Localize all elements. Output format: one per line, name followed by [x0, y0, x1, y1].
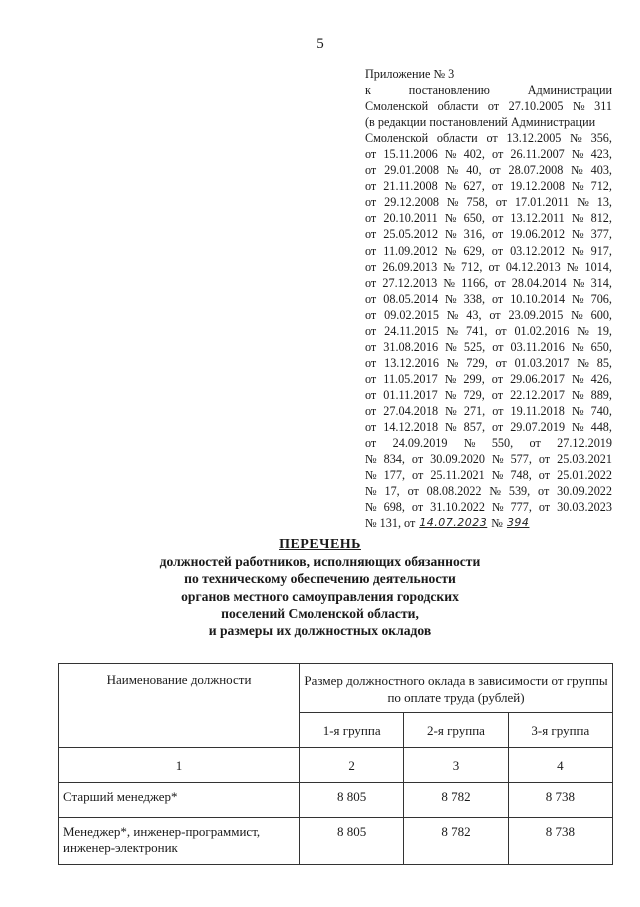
appendix-token: 448,: [590, 420, 612, 435]
appendix-token: 01.03.2017: [514, 355, 570, 370]
appendix-token: №: [445, 227, 457, 242]
appendix-token: от: [538, 468, 551, 483]
appendix-token: №: [446, 163, 459, 178]
appendix-token: 15.11.2006: [383, 147, 438, 162]
appendix-token: №: [570, 131, 582, 146]
appendix-token: 748,: [510, 468, 532, 483]
appendix-token: №: [572, 291, 584, 306]
appendix-token: Приложение № 3: [365, 67, 455, 81]
appendix-token: 377,: [590, 227, 612, 242]
appendix-token: №: [446, 195, 459, 210]
appendix-token: 177,: [383, 468, 405, 483]
appendix-token: от: [365, 436, 377, 451]
col-number-2: 2: [300, 748, 404, 783]
col-number-3: 3: [404, 748, 508, 783]
appendix-token: 40,: [466, 163, 482, 178]
title-line-3: органов местного самоуправления городских: [181, 588, 459, 604]
appendix-token: от: [491, 371, 504, 386]
appendix-token: от: [487, 99, 500, 114]
appendix-token: от: [494, 275, 506, 290]
appendix-token: от: [412, 468, 424, 483]
appendix-token: 550,: [491, 436, 514, 451]
appendix-token: №: [491, 500, 504, 515]
appendix-token: №: [463, 436, 476, 451]
group-3: 3-я группа: [508, 713, 612, 748]
appendix-token: 85,: [596, 355, 612, 370]
appendix-token: 25.11.2021: [430, 468, 485, 483]
appendix-token: от: [365, 420, 377, 435]
appendix-token: 812,: [590, 211, 612, 226]
appendix-token: 04.12.2013: [505, 259, 561, 274]
row-2-group-3: 8 738: [508, 818, 612, 865]
appendix-token: от: [538, 452, 551, 467]
appendix-token: №: [577, 355, 589, 370]
appendix-token: №: [446, 323, 459, 338]
appendix-token: области: [436, 131, 478, 146]
handwritten-number: 394: [506, 516, 530, 530]
appendix-token: 423,: [590, 147, 612, 162]
appendix-token: 27.10.2005: [508, 99, 564, 114]
appendix-token: от: [365, 179, 377, 194]
appendix-line: [365, 339, 612, 355]
appendix-token: 29.01.2008: [384, 163, 439, 178]
col-number-1: 1: [59, 748, 300, 783]
appendix-token: №: [571, 179, 584, 194]
title-line-1: должностей работников, исполняющих обязанности: [159, 554, 481, 570]
appendix-prefix: № 131, от: [365, 516, 416, 531]
appendix-token: 650,: [463, 211, 485, 226]
appendix-token: от: [365, 211, 377, 226]
appendix-token: от: [492, 403, 504, 418]
appendix-token: от: [491, 179, 504, 194]
appendix-token: 03.12.2012: [510, 243, 565, 258]
appendix-token: от: [365, 163, 377, 178]
appendix-token: области: [437, 99, 479, 114]
appendix-token: №: [444, 179, 457, 194]
appendix-token: от: [411, 452, 424, 467]
appendix-token: от: [492, 339, 504, 354]
appendix-token: от: [495, 355, 507, 370]
appendix-line: [365, 226, 612, 242]
appendix-line: [365, 82, 612, 98]
row-1-group-3: 8 738: [508, 783, 612, 818]
appendix-token: Смоленской: [365, 99, 429, 114]
appendix-token: от: [365, 195, 377, 210]
appendix-token: от: [495, 195, 507, 210]
appendix-line: [365, 483, 612, 499]
appendix-token: 23.09.2015: [508, 307, 564, 322]
appendix-token: 1166,: [461, 275, 489, 290]
appendix-token: №: [572, 227, 584, 242]
appendix-token: 758,: [466, 195, 488, 210]
appendix-line: [365, 291, 612, 307]
appendix-token: №: [571, 307, 583, 322]
appendix-token: №: [444, 387, 457, 402]
appendix-token: №: [445, 339, 457, 354]
appendix-line: [365, 259, 612, 275]
appendix-line: [365, 194, 612, 210]
appendix-token: от: [365, 387, 377, 402]
appendix-token: №: [489, 484, 501, 499]
appendix-token: 729,: [466, 355, 488, 370]
row-2-position: Менеджер*, инженер-программист, инженер-электроник: [59, 818, 300, 865]
appendix-token: 13.12.2005: [506, 131, 562, 146]
appendix-token: 600,: [590, 307, 612, 322]
appendix-token: №: [445, 291, 457, 306]
appendix-token: №: [446, 355, 459, 370]
appendix-line: [365, 307, 612, 323]
appendix-token: 28.07.2008: [508, 163, 564, 178]
appendix-token: 19.06.2012: [510, 227, 566, 242]
row-1-group-1: 8 805: [300, 783, 404, 818]
appendix-token: 30.03.2023: [557, 500, 612, 515]
appendix-token: 25.03.2021: [557, 452, 612, 467]
title-line-2: по техническому обеспечению деятельности: [184, 571, 456, 587]
table-header-row: [59, 664, 613, 713]
appendix-token: №: [365, 500, 377, 515]
appendix-token: 777,: [510, 500, 532, 515]
appendix-last-line: [365, 515, 612, 531]
appendix-token: 316,: [463, 227, 485, 242]
appendix-token: №: [577, 195, 589, 210]
appendix-token: 917,: [590, 243, 612, 258]
appendix-line: [365, 114, 612, 130]
appendix-token: от: [491, 227, 504, 242]
appendix-token: от: [495, 323, 507, 338]
appendix-token: 706,: [590, 291, 612, 306]
appendix-token: 311: [594, 99, 612, 114]
appendix-token: 629,: [463, 243, 485, 258]
appendix-token: (в редакции постановлений Администрации: [365, 115, 596, 130]
appendix-token: №: [571, 211, 584, 226]
appendix-line: [365, 275, 612, 291]
appendix-line: [365, 130, 612, 146]
appendix-token: 24.11.2015: [384, 323, 439, 338]
appendix-token: от: [411, 500, 424, 515]
appendix-token: к: [365, 83, 371, 98]
appendix-token: 27.12.2013: [382, 275, 438, 290]
appendix-token: №: [443, 259, 455, 274]
appendix-token: 27.12.2019: [557, 436, 612, 451]
appendix-token: от: [491, 243, 504, 258]
appendix-token: №: [572, 275, 585, 290]
appendix-token: 28.04.2014: [511, 275, 567, 290]
appendix-token: №: [571, 339, 584, 354]
appendix-token: от: [365, 275, 377, 290]
appendix-token: 13.12.2016: [384, 355, 439, 370]
appendix-token: 08.05.2014: [383, 291, 439, 306]
appendix-token: от: [488, 259, 500, 274]
appendix-token: №: [571, 403, 584, 418]
appendix-token: №: [566, 259, 579, 274]
appendix-token: №: [444, 211, 457, 226]
handwritten-date: 14.07.2023: [419, 516, 488, 530]
appendix-token: Администрации: [527, 83, 612, 98]
appendix-token: №: [446, 307, 459, 322]
appendix-token: 834,: [383, 452, 405, 467]
appendix-token: 27.04.2018: [383, 403, 439, 418]
appendix-token: 712,: [590, 179, 612, 194]
appendix-token: 403,: [590, 163, 612, 178]
appendix-token: 26.09.2013: [382, 259, 438, 274]
appendix-token: №: [571, 371, 584, 386]
appendix-token: 13.12.2011: [510, 211, 565, 226]
appendix-token: от: [538, 484, 550, 499]
appendix-token: 31.10.2022: [430, 500, 485, 515]
appendix-token: от: [491, 420, 504, 435]
appendix-token: №: [491, 468, 504, 483]
appendix-token: №: [443, 275, 456, 290]
appendix-line: [365, 419, 612, 435]
appendix-line: [365, 387, 612, 403]
title-line-5: и размеры их должностных окладов: [208, 623, 432, 639]
table-row: [59, 818, 613, 865]
appendix-token: 25.01.2022: [557, 468, 612, 483]
appendix-token: 24.09.2019: [392, 436, 448, 451]
appendix-token: от: [538, 500, 551, 515]
appendix-line: [365, 98, 612, 114]
appendix-token: №: [572, 99, 585, 114]
appendix-token: от: [492, 147, 504, 162]
appendix-token: от: [365, 403, 377, 418]
appendix-token: 271,: [463, 403, 486, 418]
appendix-token: 314,: [590, 275, 612, 290]
appendix-token: от: [365, 371, 377, 386]
appendix-token: 01.02.2016: [514, 323, 570, 338]
document-title: [0, 536, 640, 639]
appendix-line: [365, 178, 612, 194]
group-1: 1-я группа: [300, 713, 404, 748]
appendix-line: [365, 403, 612, 419]
appendix-token: 525,: [463, 339, 486, 354]
title-heading: ПЕРЕЧЕНЬ: [279, 537, 361, 552]
appendix-num-sign: №: [491, 516, 503, 531]
appendix-token: 29.07.2019: [510, 420, 566, 435]
appendix-line: [365, 66, 612, 82]
appendix-line: [365, 323, 612, 339]
appendix-token: 22.12.2017: [510, 387, 565, 402]
appendix-token: 740,: [590, 403, 612, 418]
appendix-line: [365, 243, 612, 259]
appendix-token: 19.11.2018: [510, 403, 565, 418]
appendix-token: 26.11.2007: [510, 147, 565, 162]
row-1-position: Старший менеджер*: [59, 783, 300, 818]
appendix-token: постановлению: [408, 83, 490, 98]
appendix-token: 356,: [590, 131, 612, 146]
appendix-token: №: [572, 420, 584, 435]
appendix-token: 13,: [596, 195, 612, 210]
appendix-token: №: [445, 420, 457, 435]
appendix-token: №: [365, 452, 377, 467]
appendix-token: 30.09.2022: [557, 484, 612, 499]
appendix-token: 11.09.2012: [383, 243, 438, 258]
appendix-token: 577,: [510, 452, 532, 467]
header-position: [59, 664, 300, 748]
salary-table: [58, 663, 613, 865]
appendix-token: 539,: [508, 484, 531, 499]
appendix-token: от: [365, 243, 377, 258]
appendix-line: [365, 146, 612, 162]
appendix-line: [365, 355, 612, 371]
table-row-numbers: [59, 748, 613, 783]
appendix-token: №: [571, 387, 584, 402]
appendix-token: №: [365, 484, 377, 499]
group-2: 2-я группа: [404, 713, 508, 748]
appendix-token: 01.11.2017: [383, 387, 438, 402]
appendix-token: от: [365, 323, 377, 338]
appendix-token: 29.06.2017: [510, 371, 565, 386]
row-2-group-2: 8 782: [404, 818, 508, 865]
appendix-line: [365, 162, 612, 178]
appendix-token: 402,: [463, 147, 485, 162]
appendix-token: №: [491, 452, 504, 467]
appendix-token: от: [491, 387, 504, 402]
appendix-token: №: [571, 147, 584, 162]
appendix-token: 08.08.2022: [426, 484, 482, 499]
appendix-line: [365, 467, 612, 483]
appendix-token: 31.08.2016: [383, 339, 439, 354]
appendix-token: №: [571, 243, 584, 258]
row-1-group-2: 8 782: [404, 783, 508, 818]
appendix-token: от: [365, 355, 377, 370]
appendix-token: 857,: [463, 420, 485, 435]
appendix-token: 19,: [596, 323, 612, 338]
appendix-token: от: [529, 436, 541, 451]
table-row: [59, 783, 613, 818]
appendix-token: 25.05.2012: [383, 227, 439, 242]
appendix-line: [365, 451, 612, 467]
appendix-token: от: [365, 147, 377, 162]
appendix-token: №: [445, 403, 457, 418]
appendix-token: №: [444, 371, 457, 386]
appendix-token: 698,: [383, 500, 405, 515]
appendix-token: 627,: [463, 179, 485, 194]
appendix-token: от: [491, 291, 504, 306]
appendix-token: 299,: [463, 371, 485, 386]
appendix-token: 10.10.2014: [510, 291, 566, 306]
appendix-token: от: [489, 307, 501, 322]
appendix-line: [365, 371, 612, 387]
appendix-token: 650,: [590, 339, 612, 354]
appendix-line: [365, 210, 612, 226]
header-salary: [300, 664, 613, 713]
appendix-token: 21.11.2008: [383, 179, 438, 194]
appendix-token: от: [489, 163, 501, 178]
appendix-token: 17,: [384, 484, 400, 499]
appendix-token: 20.10.2011: [383, 211, 438, 226]
appendix-token: №: [577, 323, 589, 338]
row-2-group-1: 8 805: [300, 818, 404, 865]
appendix-token: №: [571, 163, 583, 178]
appendix-token: от: [407, 484, 419, 499]
col-number-4: 4: [508, 748, 612, 783]
appendix-token: от: [365, 259, 377, 274]
appendix-token: 729,: [463, 387, 485, 402]
appendix-token: 43,: [466, 307, 482, 322]
appendix-token: 1014,: [584, 259, 612, 274]
appendix-token: от: [365, 227, 377, 242]
header-position-label: Наименование должности: [106, 672, 252, 687]
appendix-token: 712,: [461, 259, 483, 274]
appendix-block: [365, 66, 612, 531]
appendix-token: 17.01.2011: [514, 195, 570, 210]
appendix-token: 29.12.2008: [384, 195, 440, 210]
appendix-token: 741,: [466, 323, 488, 338]
appendix-token: 11.05.2017: [383, 371, 438, 386]
appendix-token: №: [444, 243, 457, 258]
appendix-token: 426,: [590, 371, 612, 386]
appendix-token: Смоленской: [365, 131, 429, 146]
appendix-token: 338,: [463, 291, 485, 306]
appendix-token: 09.02.2015: [384, 307, 439, 322]
appendix-token: 14.12.2018: [383, 420, 439, 435]
appendix-token: от: [365, 291, 377, 306]
appendix-token: от: [486, 131, 498, 146]
page-number: 5: [316, 36, 324, 52]
appendix-token: №: [444, 147, 457, 162]
appendix-token: №: [365, 468, 377, 483]
appendix-token: 30.09.2020: [430, 452, 485, 467]
appendix-token: от: [492, 211, 504, 226]
appendix-line: [365, 435, 612, 451]
appendix-line: [365, 499, 612, 515]
header-salary-label: Размер должностного оклада в зависимости от группы по оплате труда (рублей): [304, 673, 608, 705]
title-line-4: поселений Смоленской области,: [221, 605, 419, 621]
appendix-token: от: [365, 339, 377, 354]
appendix-token: от: [365, 307, 377, 322]
appendix-token: 19.12.2008: [510, 179, 565, 194]
appendix-token: 889,: [590, 387, 612, 402]
appendix-token: 03.11.2016: [510, 339, 565, 354]
